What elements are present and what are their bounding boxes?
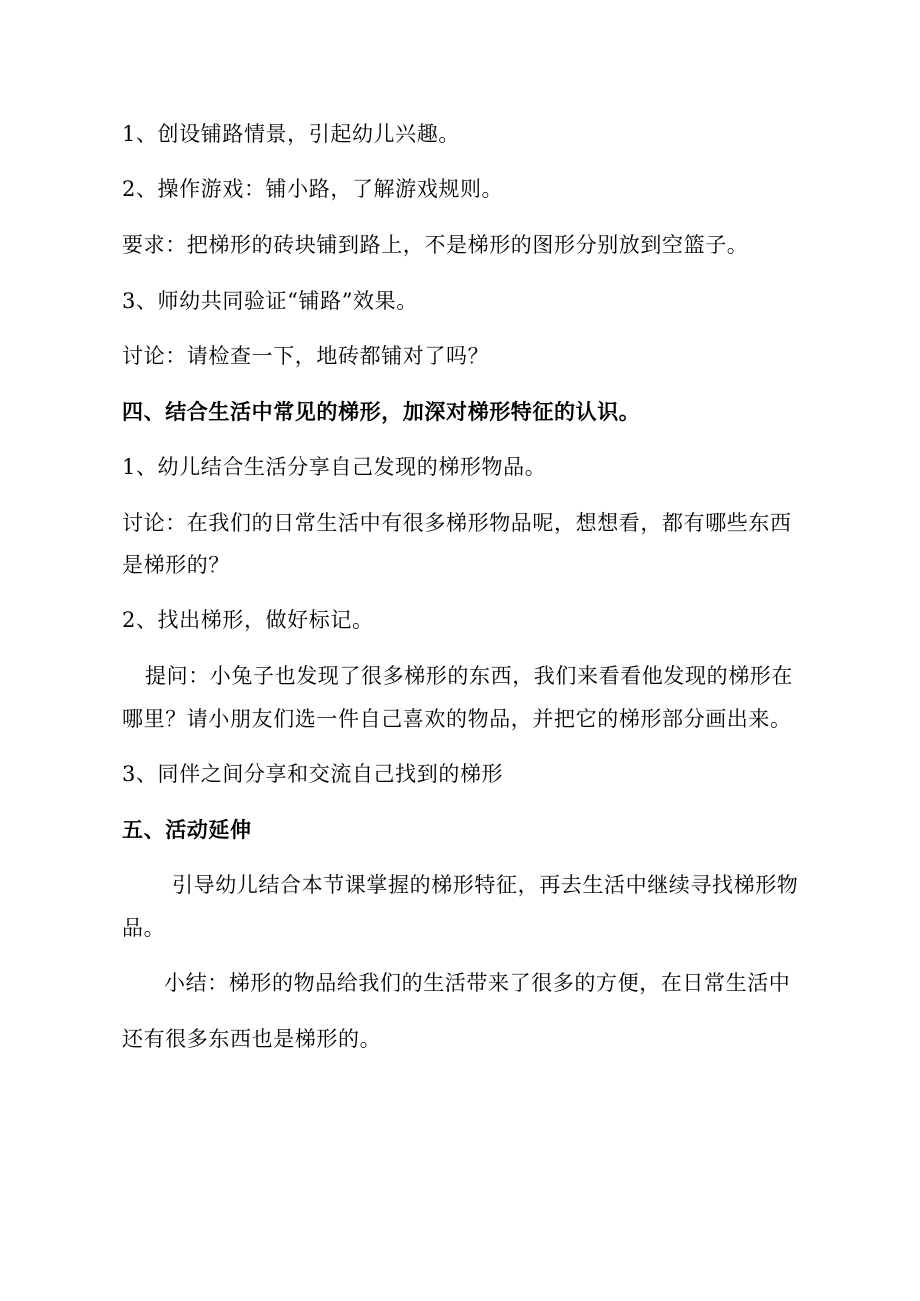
extension-line-1: 引导幼儿结合本节课掌握的梯形特征，再去生活中继续寻找梯形物: [172, 873, 799, 897]
step-2-text: 2、操作游戏：铺小路，了解游戏规则。: [122, 177, 504, 201]
section-four-heading: 四、结合生活中常见的梯形，加深对梯形特征的认识。: [122, 400, 641, 424]
requirement-text: 要求：把梯形的砖块铺到路上，不是梯形的图形分别放到空篮子。: [122, 233, 749, 257]
section-four-step-2: 2、找出梯形，做好标记。: [122, 608, 374, 632]
summary-line-2: 还有很多东西也是梯形的。: [122, 1027, 382, 1051]
section-four-discussion-line-2: 是梯形的？: [122, 553, 230, 577]
discussion-text: 讨论：请检查一下，地砖都铺对了吗？: [122, 344, 490, 368]
section-four-step-1: 1、幼儿结合生活分享自己发现的梯形物品。: [122, 455, 547, 479]
section-four-step-3: 3、同伴之间分享和交流自己找到的梯形: [122, 762, 504, 786]
section-four-discussion-line-1: 讨论：在我们的日常生活中有很多梯形物品呢，想想看，都有哪些东西: [122, 511, 792, 535]
step-3-text: 3、师幼共同验证“铺路”效果。: [122, 289, 418, 313]
extension-line-2: 品。: [122, 916, 166, 940]
section-five-heading: 五、活动延伸: [122, 818, 252, 842]
question-line-1: 提问：小兔子也发现了很多梯形的东西，我们来看看他发现的梯形在: [145, 664, 793, 688]
question-line-2: 哪里？请小朋友们选一件自己喜欢的物品，并把它的梯形部分画出来。: [122, 707, 792, 731]
step-1-text: 1、创设铺路情景，引起幼儿兴趣。: [122, 122, 460, 146]
summary-line-1: 小结：梯形的物品给我们的生活带来了很多的方便，在日常生活中: [164, 971, 791, 995]
